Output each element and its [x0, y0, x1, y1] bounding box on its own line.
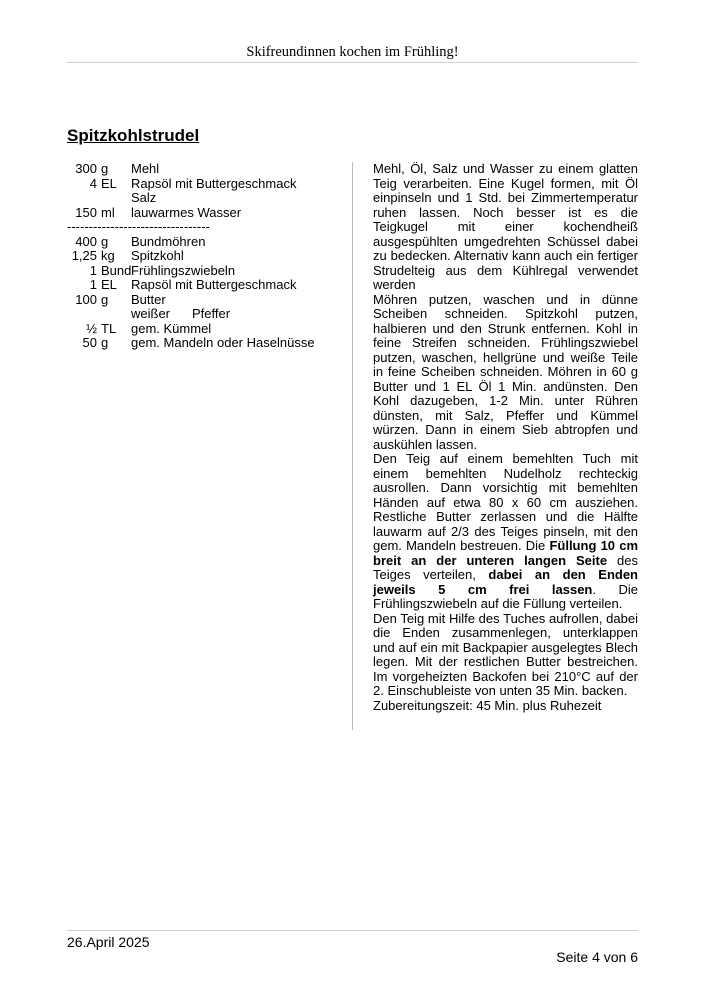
method-bold-segment: Füllung 10 cm breit an der unteren langen Seite: [373, 538, 638, 568]
ingredient-unit: Bund: [101, 262, 132, 278]
method-bold-segment: dabei an den Enden jeweils 5 cm frei lassen: [373, 567, 639, 597]
ingredient-row: [67, 264, 347, 279]
ingredient-row: [67, 336, 347, 351]
ingredient-unit: EL: [101, 175, 117, 191]
ingredient-unit: g: [101, 335, 109, 350]
page-header: Skifreundinnen kochen im Frühling!: [246, 44, 459, 60]
ingredient-list: [67, 162, 347, 351]
ingredient-name: Spitzkohl: [131, 248, 184, 263]
ingredient-qty: 1: [89, 262, 97, 278]
ingredient-row: [67, 162, 347, 177]
method-step-dough: Mehl, Öl, Salz und Wasser zu einem glatten Teig verarbeiten. Eine Kugel formen, mit Öl einpinseln und 1 Std. bei Zimmertemperatur ruhen lassen. Noch besser ist es die Teigkugel mit einer kochendheiß ausgespühlten umgedrehten Schüssel dabei zu bedecken. Alternativ kann auch ein fertiger Strudelteig aus dem Kühlregal verwendet werden: [373, 161, 638, 292]
ingredient-group-filling: [67, 235, 347, 308]
ingredient-pepper: Pfeffer: [192, 306, 231, 321]
footer-rule: [67, 930, 638, 931]
ingredient-unit: [97, 307, 131, 322]
ingredient-separator: ---------------------------------: [67, 220, 210, 234]
ingredient-pepper-adj: weißer: [131, 306, 171, 321]
ingredient-unit: TL: [101, 320, 117, 336]
ingredient-unit: kg: [101, 248, 115, 263]
ingredient-unit: g: [101, 233, 109, 249]
ingredient-unit: EL: [101, 277, 117, 292]
ingredient-name: Rapsöl mit Buttergeschmack: [131, 277, 297, 292]
ingredient-qty: 100: [75, 291, 97, 307]
ingredient-qty: 400: [75, 233, 97, 249]
footer-date: 26.April 2025: [67, 934, 150, 950]
ingredient-qty: 50: [82, 335, 97, 350]
ingredient-name: lauwarmes Wasser: [131, 204, 242, 220]
column-divider: [352, 162, 353, 730]
ingredient-row: [67, 293, 347, 308]
ingredient-name: Mehl: [131, 161, 160, 176]
ingredient-row: [67, 249, 347, 264]
ingredient-qty: ½: [86, 320, 97, 336]
ingredient-qty: 1: [89, 277, 97, 292]
ingredient-row: [67, 307, 347, 322]
ingredient-row: [67, 191, 347, 206]
method-text-segment: des Teiges verteilen,: [373, 552, 638, 582]
ingredient-row: [67, 235, 347, 250]
ingredient-name: gem. Mandeln oder Haselnüsse: [131, 335, 315, 350]
method-step-filling: Möhren putzen, waschen und in dünne Scheiben schneiden. Spitzkohl putzen, halbieren und den Strunk entfernen. Kohl in feine Streifen schneiden. Frühlingszwiebel putzen, waschen, hellgrüne und weiße Teile in feine Scheiben schneiden. Möhren in 60 g Butter und 1 EL Öl 1 Min. andünsten. Den Kohl dazugeben, 1-2 Min. unter Rühren dünsten, mit Salz, Pfeffer und Kümmel würzen. Dann in einem Sieb abtropfen und auskühlen lassen.: [373, 291, 638, 452]
method-text-segment: Den Teig auf einem bemehlten Tuch mit einem bemehlten Nudelholz rechteckig ausrollen. Dann vorsichtig mit bemehlten Händen auf etwa 80 x 60 cm ausziehen. Restliche Butter zerlassen und die Hälfte lauwarm auf 2/3 des Teiges pinseln, mit den gem. Mandeln bestreuen. Die: [373, 451, 638, 553]
ingredient-name: Frühlingszwiebeln: [131, 262, 236, 278]
ingredient-name: gem. Kümmel: [131, 320, 212, 336]
page-number: Seite 4 von 6: [556, 949, 638, 965]
method-text-segment: . Die Frühlingszwiebeln auf die Füllung verteilen.: [373, 581, 638, 611]
ingredient-qty: 4: [89, 175, 97, 191]
method-step-assemble: [373, 452, 638, 612]
ingredient-group-spices: [67, 322, 347, 351]
recipe-title: Spitzkohlstrudel: [67, 126, 200, 145]
ingredient-row: [67, 206, 347, 221]
ingredient-qty: 300: [75, 161, 97, 176]
ingredient-name: Butter: [131, 291, 166, 307]
ingredient-row: [67, 177, 347, 192]
preparation-time: Zubereitungszeit: 45 Min. plus Ruhezeit: [373, 697, 602, 713]
ingredient-name: [131, 307, 347, 322]
ingredient-unit: [97, 191, 131, 206]
ingredient-unit: ml: [101, 204, 115, 220]
ingredient-row: [67, 322, 347, 337]
method-text: [373, 162, 638, 713]
ingredient-qty: [67, 307, 97, 322]
ingredient-name: Rapsöl mit Buttergeschmack: [131, 175, 297, 191]
header-rule: [67, 62, 638, 63]
ingredient-name: Salz: [131, 190, 157, 205]
ingredient-qty: [67, 191, 97, 206]
ingredient-unit: g: [101, 291, 109, 307]
ingredient-qty: 1,25: [71, 248, 97, 263]
ingredient-unit: g: [101, 161, 109, 176]
method-step-bake: Den Teig mit Hilfe des Tuches aufrollen, dabei die Enden zusammenlegen, unterklappen und auf ein mit Backpapier ausgelegtes Blech legen. Mit der restlichen Butter bestreichen. Im vorgeheizten Backofen bei 210°C auf der 2. Einschubleiste von unten 35 Min. backen.: [373, 610, 638, 698]
ingredient-group-dough: [67, 162, 347, 220]
ingredient-name: Bundmöhren: [131, 233, 206, 249]
ingredient-qty: 150: [75, 204, 97, 220]
ingredient-row: [67, 278, 347, 293]
